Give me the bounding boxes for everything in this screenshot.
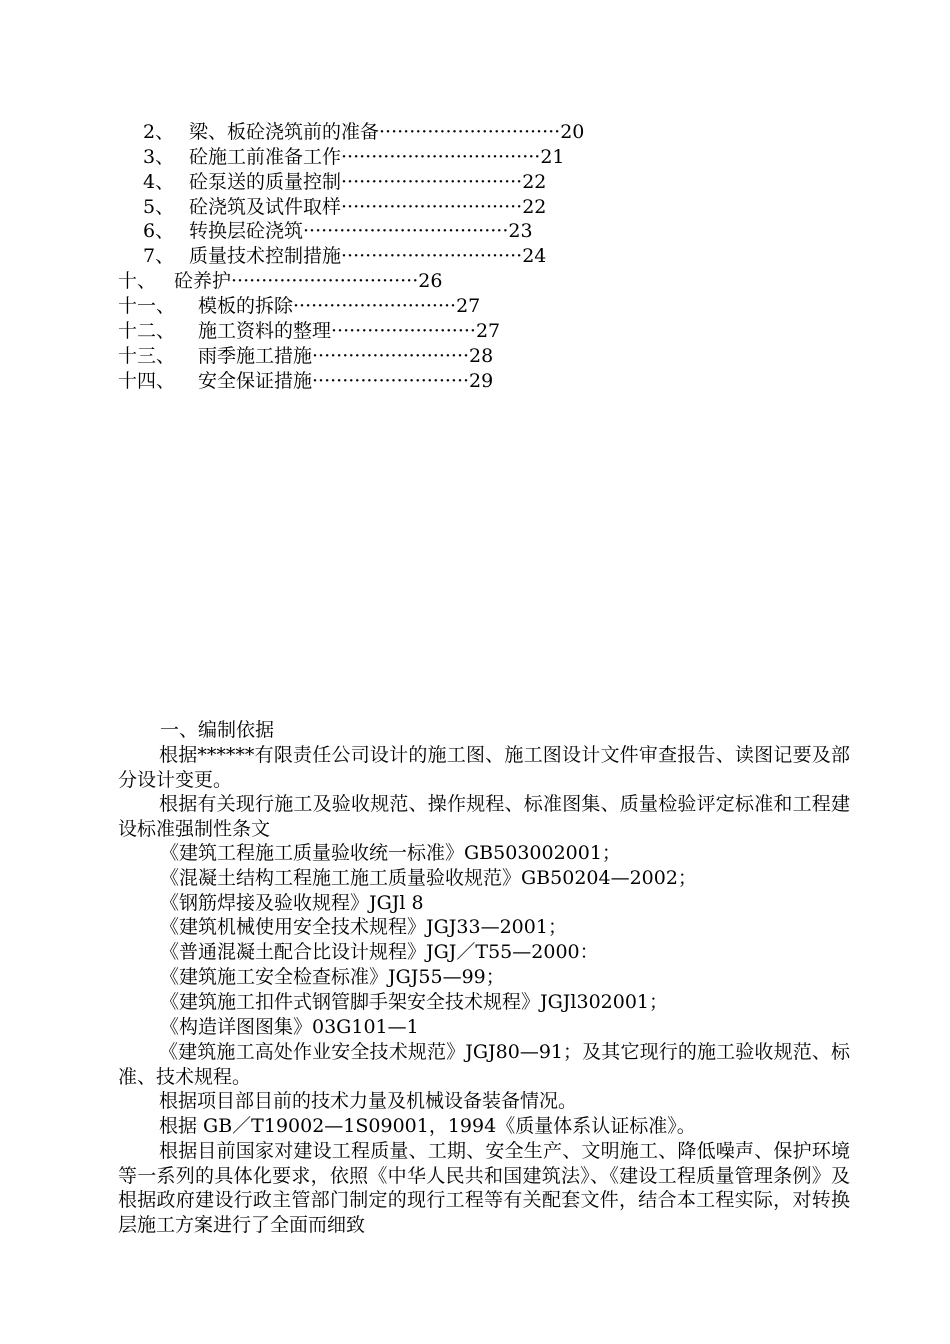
toc-sub-item: 2、 梁、板砼浇筑前的准备······························20 bbox=[143, 121, 585, 143]
reference-item: 《建筑工程施工质量验收统一标准》GB503002001； bbox=[160, 842, 621, 864]
toc-main-item: 十一、 模板的拆除···························27 bbox=[118, 295, 481, 317]
paragraph-project-capacity: 根据项目部目前的技术力量及机械设备装备情况。 bbox=[159, 1090, 578, 1112]
reference-item: 《混凝土结构工程施工施工质量验收规范》GB50204—2002； bbox=[160, 867, 697, 889]
toc-main-item: 十四、 安全保证措施··························29 bbox=[118, 370, 494, 392]
toc-sub-item: 5、 砼浇筑及试件取样······························22 bbox=[143, 196, 547, 218]
toc-main-item: 十三、 雨季施工措施··························28 bbox=[118, 345, 494, 367]
paragraph-standards: 根据有关现行施工及验收规范、操作规程、标准图集、质量检验评定标准和工程建设标准强制性条文 bbox=[118, 793, 850, 840]
toc-main-item: 十二、 施工资料的整理························27 bbox=[118, 320, 501, 342]
reference-item: 《钢筋焊接及验收规程》JGJl 8 bbox=[160, 892, 424, 914]
reference-item: 《建筑机械使用安全技术规程》JGJ33—2001； bbox=[160, 916, 567, 938]
reference-item: 《建筑施工安全检查标准》JGJ55—99； bbox=[160, 966, 505, 988]
toc-sub-item: 7、 质量技术控制措施······························24 bbox=[143, 245, 547, 267]
toc-main-item: 十、 砼养护·······························26 bbox=[118, 270, 443, 292]
reference-item: 《构造详图图集》03G101—1 bbox=[160, 1016, 419, 1038]
paragraph-design-basis: 根据******有限责任公司设计的施工图、施工图设计文件审查报告、读图记要及部分设计变更。 bbox=[118, 744, 850, 791]
paragraph-national-requirements: 根据目前国家对建设工程质量、工期、安全生产、文明施工、降低噪声、保护环境等一系列的具体化要求，依照《中华人民共和国建筑法》、《建设工程质量管理条例》及根据政府建设行政主管部门制定的现行工程等有关配套文件，结合本工程实际，对转换层施工方案进行了全面而细致 bbox=[118, 1140, 850, 1236]
reference-item: 《建筑施工扣件式钢管脚手架安全技术规程》JGJl302001； bbox=[160, 991, 669, 1013]
reference-item: 《普通混凝土配合比设计规程》JGJ／T55—2000： bbox=[160, 941, 599, 963]
paragraph-quality-system: 根据 GB／T19002—1S09001，1994《质量体系认证标准》。 bbox=[159, 1115, 696, 1137]
section-heading: 一、编制依据 bbox=[160, 719, 275, 741]
toc-sub-item: 3、 砼施工前准备工作·································21 bbox=[143, 146, 565, 168]
toc-sub-item: 6、 转换层砼浇筑··································23 bbox=[143, 220, 533, 242]
paragraph-safety-spec: 《建筑施工高处作业安全技术规范》JGJ80—91；及其它现行的施工验收规范、标准、技术规程。 bbox=[118, 1041, 850, 1088]
toc-sub-item: 4、 砼泵送的质量控制······························22 bbox=[143, 171, 547, 193]
